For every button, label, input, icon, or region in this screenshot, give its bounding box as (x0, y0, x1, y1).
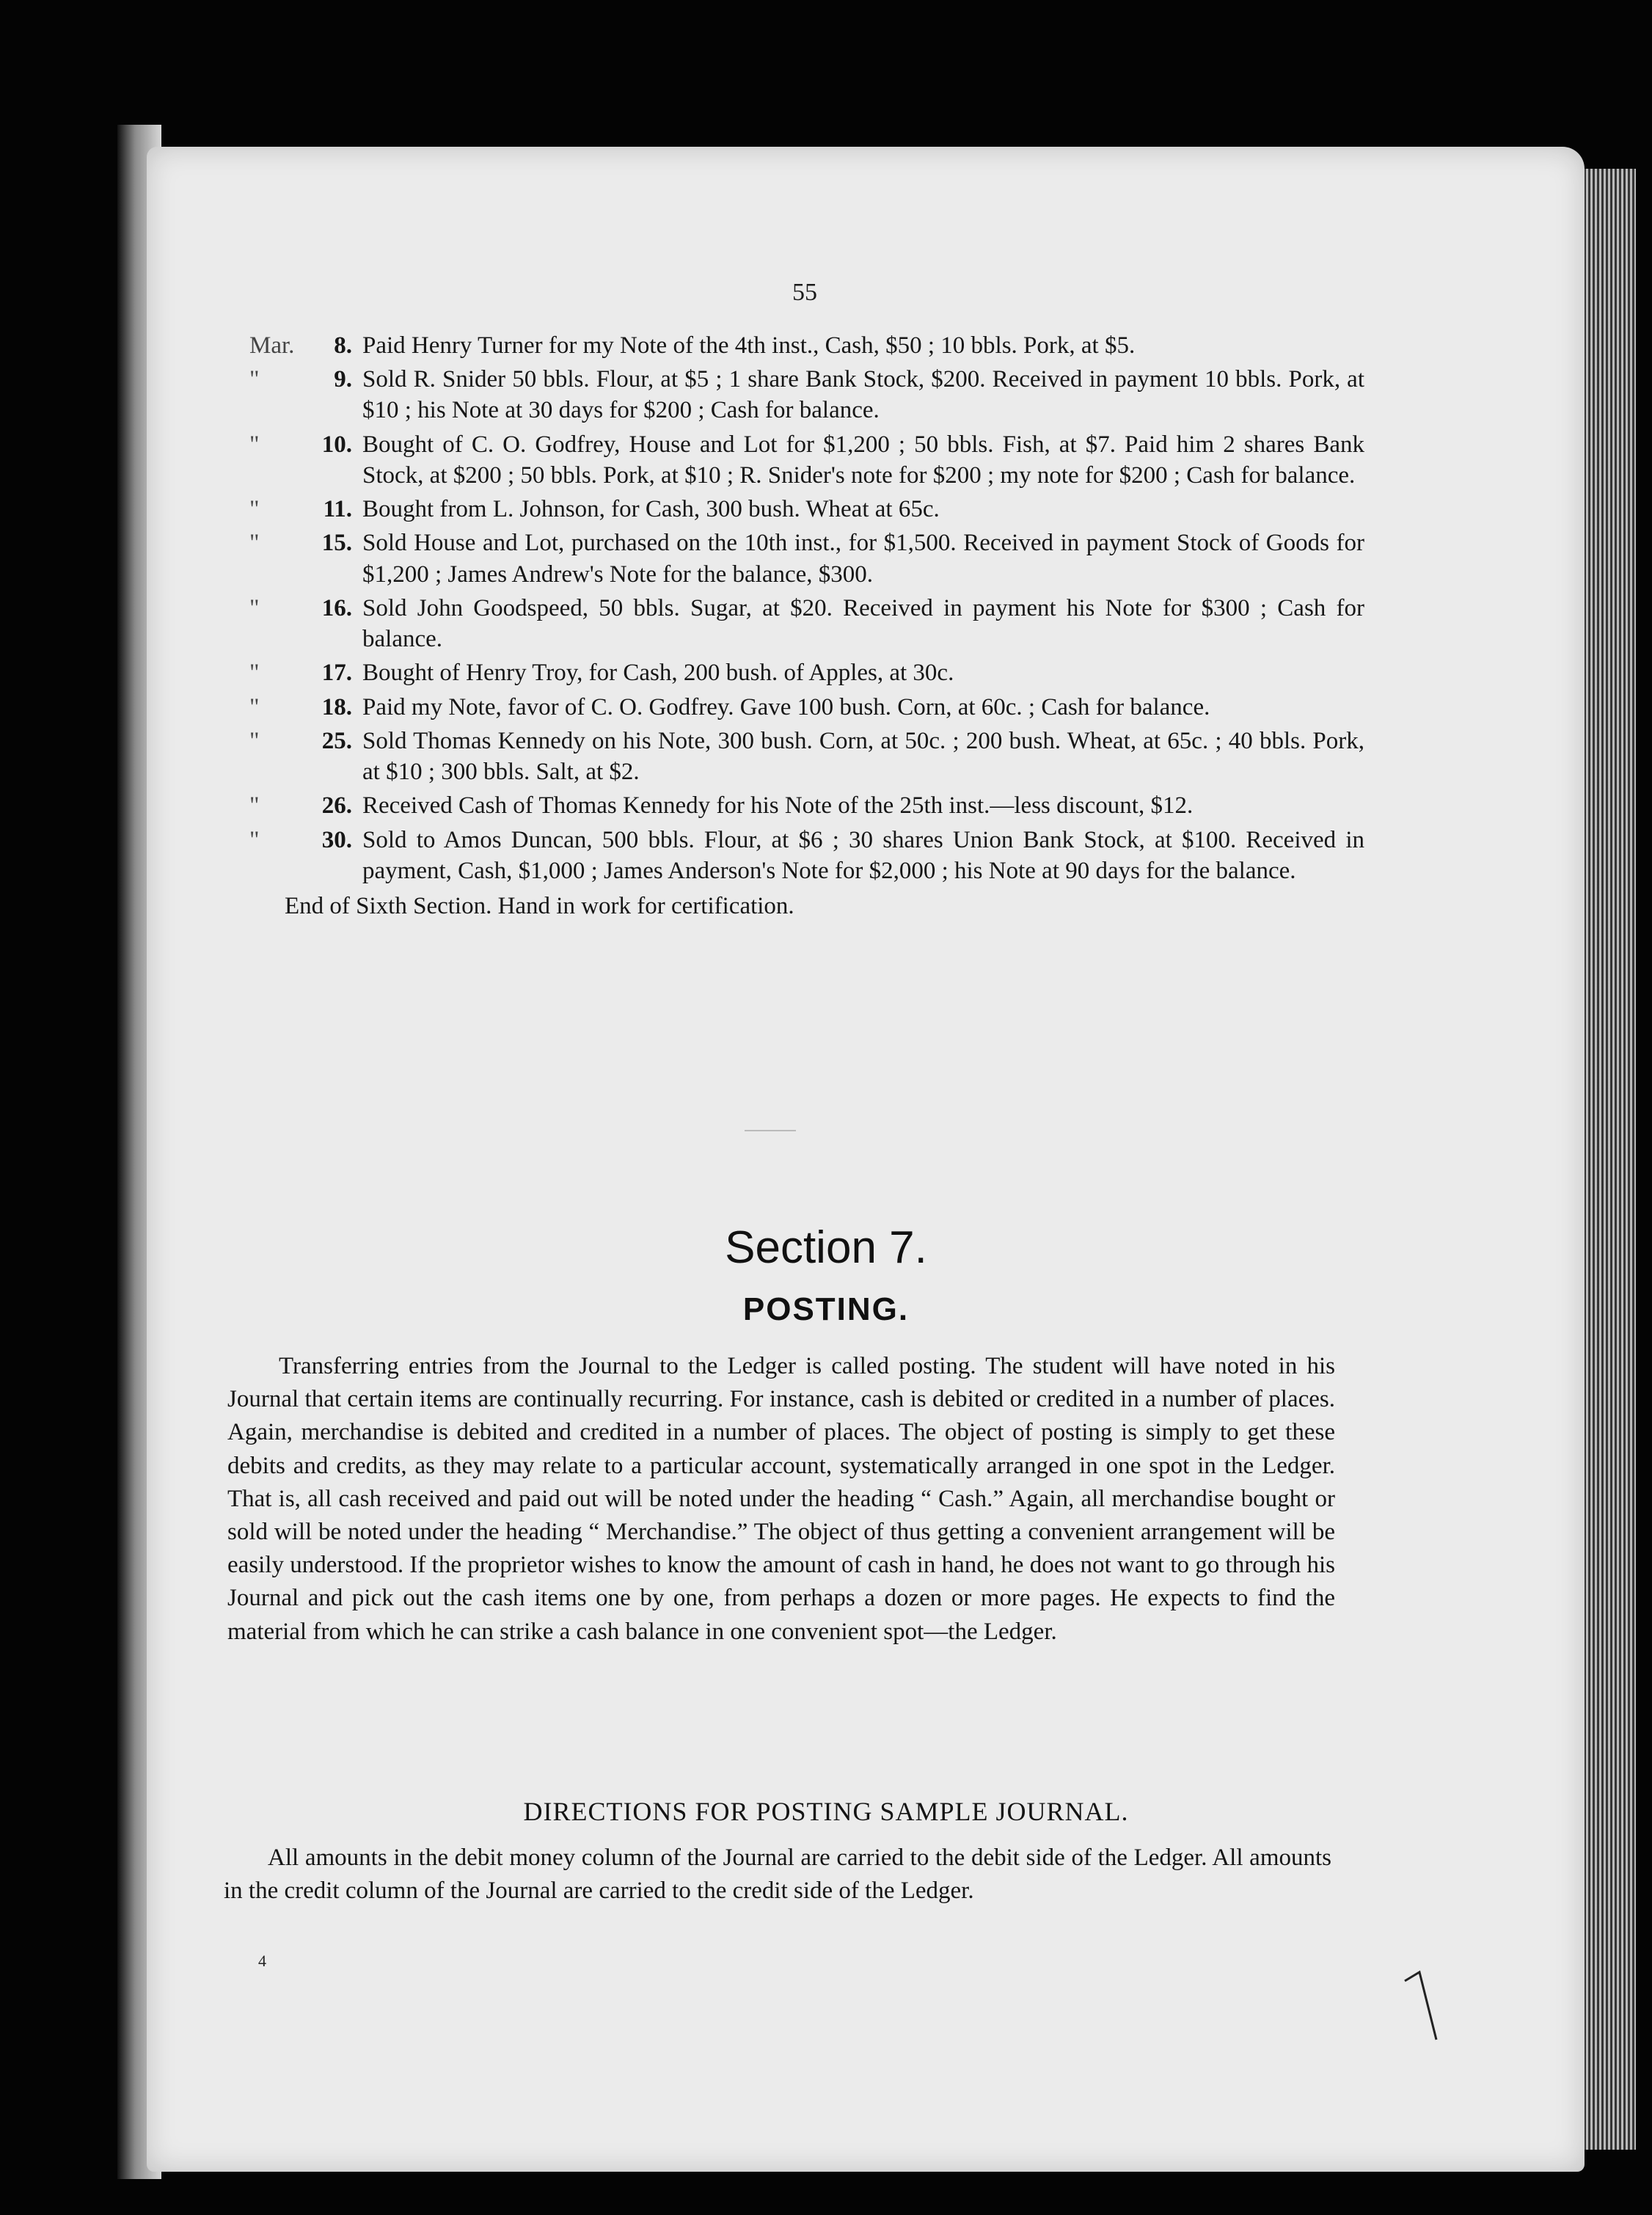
directions-paragraph: All amounts in the debit money column of the Journal are carried to the debit side of the Ledger. All amounts in the credit column of the Journal are carried to the credit side of the Ledger. (224, 1844, 1331, 1905)
page-number: 55 (792, 279, 817, 306)
journal-entry (249, 330, 1364, 361)
entry-month: " (249, 366, 260, 393)
pencil-mark-icon (1401, 1966, 1445, 2047)
entry-text: Sold R. Snider 50 bbls. Flour, at $5 ; 1 share Bank Stock, $200. Received in payment 10 bbls. Pork, at $10 ; his Note at 30 days for $200 ; Cash for balance. (362, 366, 1364, 424)
entry-text: Bought of C. O. Godfrey, House and Lot for $1,200 ; 50 bbls. Fish, at $7. Paid him 2 shares Bank Stock, at $200 ; 50 bbls. Pork, at $10 ; R. Snider's note for $200 ; my note for $200 ; Cash for balance. (362, 431, 1364, 489)
entry-day: 26. (321, 792, 352, 820)
journal-entry (249, 825, 1364, 886)
entry-month: Mar. (249, 332, 295, 359)
section-title: Section 7. (725, 1222, 927, 1273)
journal-entry (249, 494, 1364, 525)
entry-day: 10. (321, 431, 352, 458)
entry-text: Bought of Henry Troy, for Cash, 200 bush. of Apples, at 30c. (362, 660, 954, 687)
journal-entry (249, 528, 1364, 589)
entry-day: 17. (321, 660, 352, 687)
journal-entry (249, 593, 1364, 654)
entry-text: Sold Thomas Kennedy on his Note, 300 bush. Corn, at 50c. ; 200 bush. Wheat, at 65c. ; 40 bbls. Pork, at $10 ; 300 bbls. Salt, at $2. (362, 727, 1364, 786)
entry-text: Paid my Note, favor of C. O. Godfrey. Gave 100 bush. Corn, at 60c. ; Cash for balance. (362, 693, 1210, 720)
entry-day: 18. (321, 693, 352, 720)
entry-text: Sold to Amos Duncan, 500 bbls. Flour, at $6 ; 30 shares Union Bank Stock, at $100. Received in payment, Cash, $1,000 ; James Anderson's Note for $2,000 ; his Note at 90 days for the balance. (362, 826, 1364, 884)
entry-month: " (249, 792, 260, 820)
entry-day: 15. (321, 530, 352, 557)
entry-text: Bought from L. Johnson, for Cash, 300 bush. Wheat at 65c. (362, 496, 940, 523)
entry-month: " (249, 594, 260, 621)
entry-month: " (249, 727, 260, 754)
entry-month: " (249, 496, 260, 523)
entry-text: Sold House and Lot, purchased on the 10th inst., for $1,500. Received in payment Stock of Goods for $1,200 ; James Andrew's Note for the balance, $300. (362, 530, 1364, 588)
entry-text: Received Cash of Thomas Kennedy for his Note of the 25th inst.—less discount, $12. (362, 792, 1194, 820)
entry-day: 8. (334, 332, 352, 359)
journal-entry (249, 692, 1364, 723)
journal-entry (249, 429, 1364, 491)
section-subtitle: POSTING. (742, 1291, 910, 1327)
entry-month: " (249, 693, 260, 720)
entry-month: " (249, 530, 260, 557)
journal-entry (249, 790, 1364, 821)
entry-month: " (249, 431, 260, 458)
directions-heading: DIRECTIONS FOR POSTING SAMPLE JOURNAL. (523, 1797, 1129, 1826)
entry-day: 16. (321, 594, 352, 621)
signature-mark: 4 (258, 1952, 266, 1970)
journal-entries (249, 330, 1364, 922)
journal-entry (249, 726, 1364, 787)
entry-month: " (249, 826, 260, 853)
entry-month: " (249, 660, 260, 687)
entry-day: 25. (321, 727, 352, 754)
end-of-section-note: End of Sixth Section. Hand in work for certification. (285, 892, 794, 919)
journal-entry (249, 657, 1364, 688)
entry-day: 30. (321, 826, 352, 853)
journal-entry (249, 364, 1364, 426)
entry-day: 9. (334, 366, 352, 393)
entry-text: Paid Henry Turner for my Note of the 4th inst., Cash, $50 ; 10 bbls. Pork, at $5. (362, 332, 1136, 359)
section-divider (745, 1130, 796, 1131)
book-page-stack-edge (1577, 169, 1636, 2150)
posting-paragraph: Transferring entries from the Journal to the Ledger is called posting. The student will have noted in his Journal that certain items are continually recurring. For instance, cash is debited or credited in a number of places. Again, merchandise is debited and credited in a number of places. The object of posting is simply to get these debits and credits, as they may relate to a particular account, systematically arranged in one spot in the Ledger. That is, all cash received and paid out will be noted under the heading “ Cash.” Again, all merchandise bought or sold will be noted under the heading “ Merchandise.” The object of thus getting a convenient arrangement will be easily understood. If the proprietor wishes to know the amount of cash in hand, he does not want to go through his Journal and pick out the cash items one by one, from perhaps a dozen or more pages. He expects to find the material from which he can strike a cash balance in one convenient spot—the Ledger. (227, 1353, 1335, 1645)
entry-day: 11. (323, 496, 352, 523)
entry-text: Sold John Goodspeed, 50 bbls. Sugar, at $20. Received in payment his Note for $300 ; Cash for balance. (362, 594, 1364, 653)
